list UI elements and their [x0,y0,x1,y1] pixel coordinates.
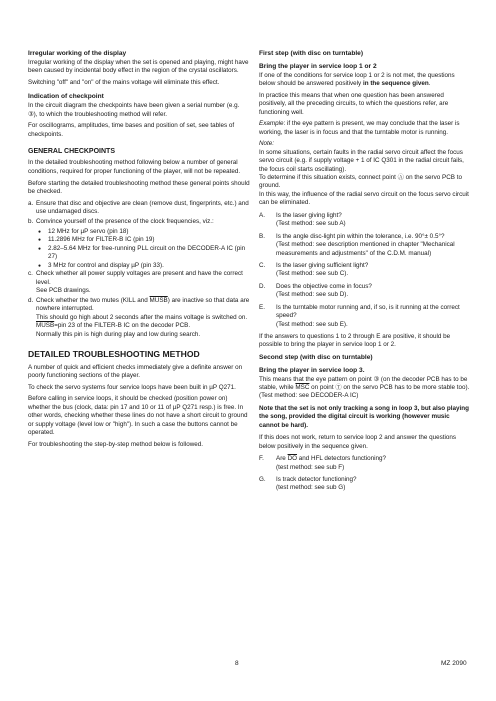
question-e [259,304,472,329]
checkpoint-paragraph-1: In the circuit diagram the checkpoints have been given a serial number (e.g. ③), to which the troubleshooting method will refer. [28,102,240,118]
question-text-c: Is the laser giving sufficient light? [276,261,369,269]
detailed-paragraph-3: Before calling in service loops, it should be checked (position power on) whether the bus (clock, data: pin 17 and 10 or 11 of µP Q271 resp.) is free. In other words, checking whether these lines do not have a short circuit to ground or supply voltage (level low or "high"). In such a case the buttons cannot be operated. [28,395,248,437]
list-text-d-pre: Check whether the two mutes (KILL and [36,296,150,304]
example-text: : if the eye pattern is present, we may conclude that the laser is working, the laser is in focus and that the turntable motor is running. [259,120,460,136]
question-d [259,283,472,300]
right-column [259,49,472,494]
question-text-f-pre: Are [276,455,288,463]
loop3-text-pre: This means that the eye pattern on point ③ (on the decoder PCB has to be stable, while [259,375,468,391]
question-text-b: Is the angle disc-light pin within the tolerance, i.e. 90°± 0.5°? [276,232,445,240]
question-test-c: (Test method: see sub C). [276,270,349,278]
question-label-b: B. [259,232,265,240]
list-label-c: c. [28,270,33,278]
loop1-p1-bold: in the sequence given [362,80,429,88]
question-label-c: C. [259,261,266,269]
muteb-signal-2: MUSB [36,322,55,330]
irregular-heading: Irregular working of the display [28,50,127,57]
list-item-d [28,297,250,339]
service-loop-3-heading: Bring the player in service loop 3. [259,366,365,374]
answers-paragraph: If the answers to questions 1 to 2 through E are positive, it should be possible to bring the player in service loop 1 or 2. [259,333,451,349]
loop3-text-post: on point Ⓣ on the servo PCB has to be more stable too). [309,384,470,391]
note-paragraph-1: In some situations, certain faults in the radial servo circuit affect the focus servo circuit (e.g. if supply voltage + 1 of IC Q301 in the radial circuit fails, the focus coil starts oscillating). [259,148,464,173]
list-label-d: d. [28,296,34,304]
detailed-troubleshooting-heading: DETAILED TROUBLESHOOTING METHOD [28,349,200,360]
service-loop-1-heading: Bring the player in service loop 1 or 2 [259,62,377,70]
bullet-item-1: ● 12 MHz for µP servo (pin 18) [28,228,250,236]
checkpoint-heading: Indication of checkpoint [28,93,104,101]
question-text-f [267,455,472,463]
question-test-g: (test method: see sub G) [276,484,346,492]
loop1-paragraph-1 [259,72,472,89]
muteb-signal: MUSB [149,296,168,304]
list-label-b: b. [28,217,34,225]
list-item-c [28,270,250,295]
loop2-return-paragraph: If this does not work, return to service loop 2 and answer the questions below positively in the sequence given. [259,434,457,450]
question-text-g: Is track detector functioning? [276,475,357,483]
example-label: Example [259,120,284,128]
list-sub-d-2 [36,322,250,330]
question-label-e: E. [259,303,265,311]
note-label: Note: [259,140,275,148]
question-label-g: G. [259,475,266,483]
second-step-heading: Second step (with disc on turntable) [259,353,373,361]
general-paragraph-1: In the detailed troubleshooting method following below a number of general conditions, required for proper functioning of the player, will not be repeated. [28,159,241,175]
question-test-a: (Test method: see sub A) [276,220,346,228]
loop1-p1-text: If one of the conditions for service loop 1 or 2 is not met, the questions below should be answered positively [259,71,455,88]
question-test-e: (Test method: see sub E). [276,320,348,328]
msc-signal: $\overline{MSC}$ [295,384,310,391]
irregular-paragraph-1: Irregular working of the display when the set is opened and playing, might have been caused by incidental body effect in the region of the crystal oscillators. [28,58,249,75]
question-test-b: (Test method: see description mentioned in chapter "Mechanical measurements and adjustments" of the C.D.M. manual) [276,241,455,257]
list-sub-c: See PCB drawings. [36,286,91,294]
list-item-b [28,218,250,226]
question-label-f: F. [259,455,264,463]
list-sub-d-1: This should go high about 2 seconds after the mains voltage is switched on. [36,313,248,321]
question-text-f-post: and HFL detectors functioning? [297,455,387,463]
question-g [259,476,472,493]
question-f [259,455,472,472]
detailed-paragraph-2: To check the servo systems four service loops have been built in µP Q271. [28,383,236,391]
question-a [259,212,472,229]
question-label-a: A. [259,211,265,219]
list-text-c: Check whether all power supply voltages are present and have the correct level. [36,270,243,286]
page-number: 8 [235,660,239,667]
do-signal: $\overline{DO}$ [287,455,298,463]
question-text-a: Is the laser giving light? [276,211,342,219]
checkpoint-paragraph-2: For oscillograms, amplitudes, time bases and position of set, see tables of checkpoints. [28,122,235,138]
question-label-d: D. [259,282,266,290]
list-sub-d-2-text: =pin 23 of the FILTER-B IC on the decoder PCB. [54,322,191,330]
bullet-item-2: ● 11.2896 MHz for FILTER-B IC (pin 19) [28,236,250,244]
list-text-b: Convince yourself of the presence of the clock frequencies, viz.: [36,217,214,225]
list-text-a: Ensure that disc and objective are clean (remove dust, fingerprints, etc.) and use undamaged discs. [36,199,249,216]
bullet-item-3: ● 2.82–5.64 MHz for free-running PLL circuit on the DECODER-A IC (pin 27) [28,245,250,262]
list-label-a: a. [28,199,34,207]
question-test-d: (Test method: see sub D). [276,291,349,299]
bold-note-paragraph: Note that the set is not only tracking a song in loop 3, but also playing the song, provided the digital circuit is working (however music cannot be hard). [259,404,469,429]
question-b [259,233,472,258]
irregular-paragraph-2: Switching "off" and "on" of the mains voltage will eliminate this effect. [28,78,220,86]
general-checkpoints-heading: GENERAL CHECKPOINTS [28,148,115,156]
question-c [259,262,472,279]
left-column [28,49,250,452]
note-paragraph-2: To determine if this situation exists, connect point Ⓐ on the servo PCB to ground. [259,174,463,190]
note-paragraph-3: In this way, the influence of the radial servo circuit on the focus servo circuit can be eliminated. [259,190,469,207]
question-text-d: Does the objective come in focus? [276,282,372,290]
question-text-e: Is the turntable motor running and, if so, is it running at the correct speed? [276,303,460,320]
list-text-d-post: ) are inactive so that data are nowhere interrupted. [36,296,250,313]
detailed-paragraph-1: A number of quick and efficient checks immediately give a definite answer on poorly functioning sections of the player. [28,363,243,380]
loop3-test-method: (Test method: see DECODER-A IC) [259,392,359,400]
question-test-f: (test method: see sub F) [276,463,345,471]
detailed-paragraph-4: For troubleshooting the step-by-step method below is followed. [28,440,204,448]
example-paragraph [259,120,472,137]
list-item-a [28,200,250,217]
list-sub-d-3: Normally this pin is high during play and low during search. [36,330,201,338]
model-code: MZ 2090 [441,660,467,667]
bullet-item-4: ● 3 MHz for control and display µP (pin 33). [28,262,250,270]
loop1-paragraph-2: In practice this means that when one question has been answered positively, all the preceding circuits, to which the questions refer, are functioning well. [259,91,449,116]
general-paragraph-2: Before starting the detailed troubleshooting method these general points should be checked. [28,179,250,195]
loop1-p1-end: . [428,80,431,88]
loop3-paragraph [259,376,472,393]
first-step-heading: First step (with disc on turntable) [259,50,364,57]
